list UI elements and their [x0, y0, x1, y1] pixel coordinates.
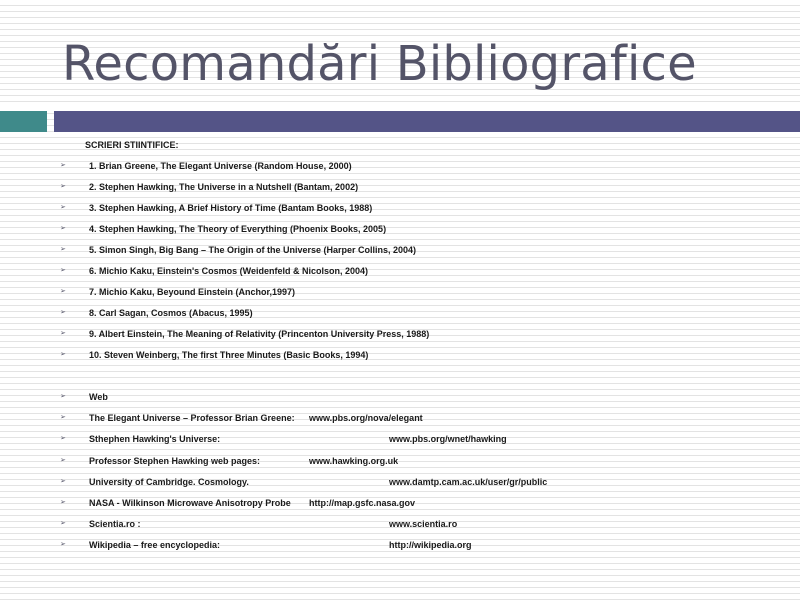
arrow-bullet-icon: ➢	[60, 288, 66, 295]
list-item	[0, 286, 800, 300]
accent-bar-teal	[0, 111, 47, 132]
arrow-bullet-icon: ➢	[60, 478, 66, 485]
list-item	[0, 518, 800, 532]
web-resource-label: Scientia.ro :	[89, 519, 141, 529]
arrow-bullet-icon: ➢	[60, 204, 66, 211]
arrow-bullet-icon: ➢	[60, 162, 66, 169]
list-item	[0, 223, 800, 237]
list-item	[0, 160, 800, 174]
book-reference: 8. Carl Sagan, Cosmos (Abacus, 1995)	[89, 308, 253, 318]
book-reference: 9. Albert Einstein, The Meaning of Relativity (Princenton University Press, 1988)	[89, 329, 430, 339]
arrow-bullet-icon: ➢	[60, 541, 66, 548]
arrow-bullet-icon: ➢	[60, 435, 66, 442]
book-reference: 3. Stephen Hawking, A Brief History of Time (Bantam Books, 1988)	[89, 203, 373, 213]
slide-title: Recomandări Bibliografice	[62, 36, 697, 92]
list-item	[0, 307, 800, 321]
arrow-bullet-icon: ➢	[60, 414, 66, 421]
web-heading: Web	[89, 392, 108, 402]
arrow-bullet-icon: ➢	[60, 351, 66, 358]
arrow-bullet-icon: ➢	[60, 309, 66, 316]
web-resource-link[interactable]: www.pbs.org/wnet/hawking	[389, 434, 507, 444]
web-resource-link[interactable]: www.hawking.org.uk	[309, 456, 399, 466]
list-item	[0, 455, 800, 469]
book-reference: 7. Michio Kaku, Beyound Einstein (Anchor,1997)	[89, 287, 296, 297]
list-item	[0, 202, 800, 216]
web-resource-link[interactable]: www.pbs.org/nova/elegant	[309, 413, 423, 423]
web-resource-label: Professor Stephen Hawking web pages:	[89, 456, 261, 466]
list-item	[0, 497, 800, 511]
content-divider-gap	[0, 132, 800, 137]
web-resource-link[interactable]: http://wikipedia.org	[389, 540, 472, 550]
arrow-bullet-icon: ➢	[60, 267, 66, 274]
web-resource-link[interactable]: www.damtp.cam.ac.uk/user/gr/public	[389, 477, 548, 487]
arrow-bullet-icon: ➢	[60, 183, 66, 190]
book-reference: 2. Stephen Hawking, The Universe in a Nutshell (Bantam, 2002)	[89, 182, 359, 192]
accent-bar-purple	[54, 111, 800, 132]
book-reference: 4. Stephen Hawking, The Theory of Everything (Phoenix Books, 2005)	[89, 224, 387, 234]
arrow-bullet-icon: ➢	[60, 499, 66, 506]
book-reference: 10. Steven Weinberg, The first Three Minutes (Basic Books, 1994)	[89, 350, 369, 360]
section-heading-scrieri: SCRIERI STIINTIFICE:	[85, 140, 179, 150]
arrow-bullet-icon: ➢	[60, 246, 66, 253]
web-resource-label: University of Cambridge. Cosmology.	[89, 477, 249, 487]
list-item	[0, 433, 800, 447]
web-resource-label: The Elegant Universe – Professor Brian Greene:	[89, 413, 295, 423]
book-reference: 6. Michio Kaku, Einstein's Cosmos (Weidenfeld & Nicolson, 2004)	[89, 266, 369, 276]
list-item	[0, 349, 800, 363]
web-resource-label: NASA - Wilkinson Microwave Anisotropy Probe	[89, 498, 291, 508]
list-item	[0, 412, 800, 426]
web-resource-label: Wikipedia – free encyclopedia:	[89, 540, 220, 550]
list-item	[0, 476, 800, 490]
list-item	[0, 181, 800, 195]
arrow-bullet-icon: ➢	[60, 225, 66, 232]
list-item	[0, 265, 800, 279]
web-resource-label: Sthephen Hawking's Universe:	[89, 434, 221, 444]
book-reference: 1. Brian Greene, The Elegant Universe (Random House, 2000)	[89, 161, 352, 171]
list-item	[0, 328, 800, 342]
arrow-bullet-icon: ➢	[60, 520, 66, 527]
list-item	[0, 539, 800, 553]
web-resource-link[interactable]: www.scientia.ro	[389, 519, 458, 529]
book-reference: 5. Simon Singh, Big Bang – The Origin of the Universe (Harper Collins, 2004)	[89, 245, 417, 255]
web-resource-link[interactable]: http://map.gsfc.nasa.gov	[309, 498, 416, 508]
arrow-bullet-icon: ➢	[60, 330, 66, 337]
list-item	[0, 244, 800, 258]
arrow-bullet-icon: ➢	[60, 393, 66, 400]
list-item	[0, 391, 800, 405]
arrow-bullet-icon: ➢	[60, 457, 66, 464]
